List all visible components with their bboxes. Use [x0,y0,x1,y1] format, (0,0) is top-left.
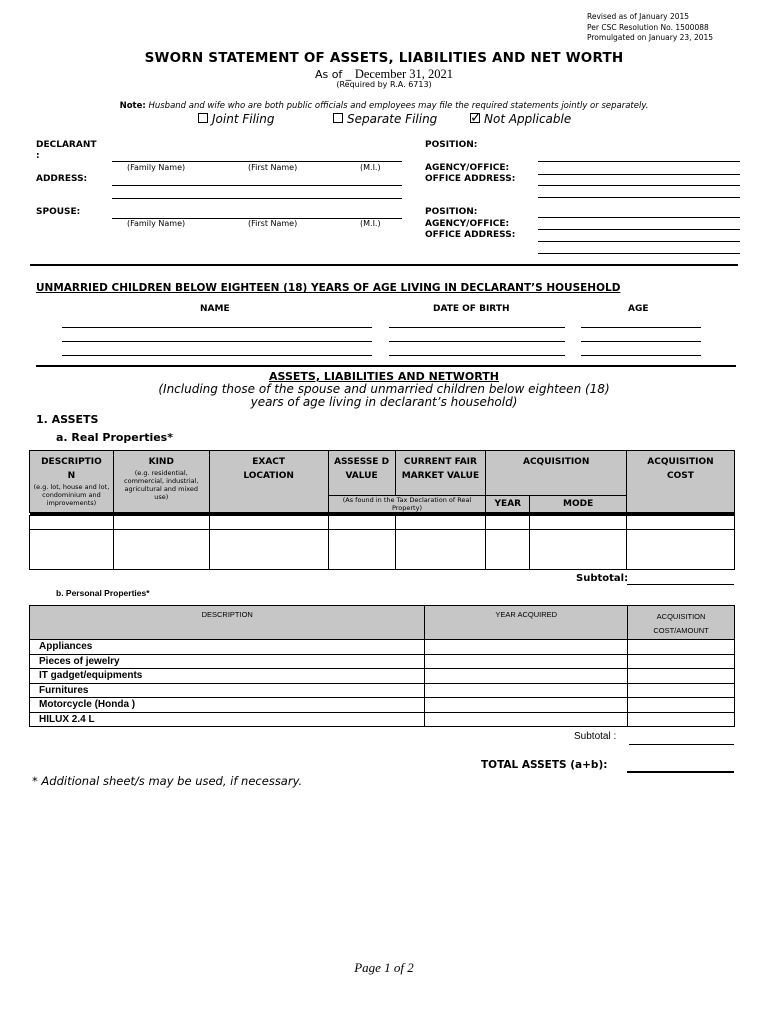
additional-sheet-note: * Additional sheet/s may be used, if necessary. [32,774,303,788]
real-subtotal-label: Subtotal: [576,573,629,584]
child-name-line-2[interactable] [62,341,372,342]
real-subtotal-line[interactable] [627,584,734,585]
assets-section-title: ASSETS, LIABILITIES AND NETWORTH [269,370,499,383]
real-col-fair-market-label: CURRENT FAIR MARKET VALUE [401,457,480,481]
child-age-line-2[interactable] [581,341,701,342]
declarant-name-line[interactable] [112,161,402,162]
children-col-name: NAME [200,304,230,314]
total-assets-line[interactable] [627,771,734,773]
promulgated-date: Promulgated on January 23, 2015 [587,33,714,42]
spouse-first-name-caption: (First Name) [248,219,298,228]
real-properties-table [29,450,735,570]
pp-row[interactable] [30,698,735,713]
pp-row[interactable] [30,669,735,684]
assets-subtitle-1: (Including those of the spouse and unmarried children below eighteen (18) [158,382,610,396]
pp-col-year: YEAR ACQUIRED [425,606,628,640]
address-line-2[interactable] [112,198,402,199]
not-applicable-label: Not Applicable [484,112,572,126]
children-title: UNMARRIED CHILDREN BELOW EIGHTEEN (18) YEARS OF AGE LIVING IN DECLARANT’S HOUSEHOLD [36,282,621,294]
child-age-line-1[interactable] [581,327,701,328]
note-text: Husband and wife who are both public officials and employees may file the required statements jointly or separately. [148,101,649,111]
real-col-description-note: (e.g. lot, house and lot, condominium and improvements) [33,483,110,507]
real-col-kind-label: KIND [148,457,174,467]
agency-line[interactable] [538,174,740,175]
joint-filing-checkbox[interactable] [198,113,208,123]
personal-properties-table [29,605,735,727]
real-col-location [209,451,328,513]
children-divider [36,365,736,367]
required-by: (Required by R.A. 6713) [336,80,432,89]
real-col-description [30,451,114,513]
separate-filing-option[interactable] [333,112,437,126]
checkmark-icon: ✓ [470,110,482,126]
declarant-first-name-caption: (First Name) [248,163,298,172]
real-row-1[interactable] [30,516,735,530]
note-label: Note: [119,101,146,111]
real-col-description-label: DESCRIPTIO [41,457,102,467]
real-col-acq-cost [627,451,735,513]
real-col-acquisition-label: ACQUISITION [522,457,590,467]
spouse-position-line[interactable] [538,217,740,218]
declarant-colon: : [36,151,40,161]
pp-row-description: Motorcycle (Honda ) [30,698,425,713]
real-tax-note [328,496,486,513]
spouse-agency-line[interactable] [538,229,740,230]
page-number: Page 1 of 2 [354,960,414,975]
office-address-line-2[interactable] [538,197,740,198]
separate-filing-label: Separate Filing [347,112,438,126]
as-of-prefix: As of _ [314,68,352,81]
children-col-dob: DATE OF BIRTH [433,304,510,314]
real-col-kind-note: (e.g. residential, commercial, industrial, agricultural and mixed use) [124,469,199,501]
real-col-acq-cost-label: ACQUISITION COST [647,457,714,481]
revised-date: Revised as of January 2015 [587,12,690,21]
pp-row[interactable] [30,712,735,727]
child-dob-line-2[interactable] [389,341,565,342]
real-col-fair-market [395,451,486,496]
not-applicable-option[interactable] [470,112,571,126]
joint-filing-label: Joint Filing [212,112,275,126]
declarant-family-name-caption: (Family Name) [127,163,186,172]
revision-info [587,12,713,44]
pp-row-description: IT gadget/equipments [30,669,425,684]
spouse-position-label: POSITION: [425,207,478,217]
pp-row[interactable] [30,640,735,655]
pp-row-description: Furnitures [30,683,425,698]
real-col-mode: MODE [530,496,627,513]
pp-row-description: HILUX 2.4 L [30,712,425,727]
real-row-2[interactable] [30,530,735,570]
joint-filing-option[interactable] [198,112,274,126]
real-col-location-label: EXACT LOCATION [243,457,294,481]
pp-subtotal-label: Subtotal : [574,731,617,742]
address-line-1[interactable] [112,185,402,186]
personal-properties-heading: b. Personal Properties* [56,588,150,598]
children-col-age: AGE [628,304,649,314]
pp-col-description: DESCRIPTION [30,606,425,640]
office-address-label: OFFICE ADDRESS: [425,174,516,184]
spouse-mi-caption: (M.I.) [360,219,381,228]
pp-col-cost-line2: COST/AMOUNT [653,626,709,635]
position-line[interactable] [538,161,740,162]
pp-col-cost-line1: ACQUISITION [656,612,706,621]
real-properties-heading: a. Real Properties* [56,431,173,444]
position-label: POSITION: [425,140,478,150]
pp-row-description: Appliances [30,640,425,655]
spouse-family-name-caption: (Family Name) [127,219,186,228]
pp-row[interactable] [30,683,735,698]
total-assets-label: TOTAL ASSETS (a+b): [481,759,608,771]
separate-filing-checkbox[interactable] [333,113,343,123]
real-col-kind [113,451,209,513]
real-tax-note-text: (As found in the Tax Declaration of Real Property) [342,496,472,512]
pp-row[interactable] [30,654,735,669]
assets-subtitle-2: years of age living in declarant’s household) [250,395,518,409]
child-name-line-3[interactable] [62,355,372,356]
child-dob-line-1[interactable] [389,327,565,328]
spouse-office-address-line-1[interactable] [538,241,740,242]
real-col-assessed-label: ASSESSE D VALUE [334,457,390,481]
filing-note [0,101,768,111]
real-col-assessed [328,451,395,496]
child-name-line-1[interactable] [62,327,372,328]
declarant-label: DECLARANT [36,140,97,150]
spouse-label: SPOUSE: [36,207,81,217]
real-col-acquisition [486,451,627,496]
pp-subtotal-line[interactable] [629,744,734,745]
real-col-description-label-2: N [67,471,76,481]
address-label: ADDRESS: [36,174,88,184]
pp-row-description: Pieces of jewelry [30,654,425,669]
pp-col-cost [628,606,735,640]
spouse-office-address-label: OFFICE ADDRESS: [425,230,516,240]
child-age-line-3[interactable] [581,355,701,356]
as-of-date: December 31, 2021 [354,67,454,81]
declarant-mi-caption: (M.I.) [360,163,381,172]
spouse-agency-label: AGENCY/OFFICE: [425,219,510,229]
csc-resolution: Per CSC Resolution No. 1500088 [587,22,709,32]
spouse-office-address-line-2[interactable] [538,253,740,254]
agency-label: AGENCY/OFFICE: [425,163,510,173]
form-title: SWORN STATEMENT OF ASSETS, LIABILITIES AND NET WORTH [144,50,624,66]
assets-heading: 1. ASSETS [36,413,99,426]
child-dob-line-3[interactable] [389,355,565,356]
office-address-line-1[interactable] [538,185,740,186]
section-divider [30,264,738,266]
real-col-year: YEAR [486,496,530,513]
